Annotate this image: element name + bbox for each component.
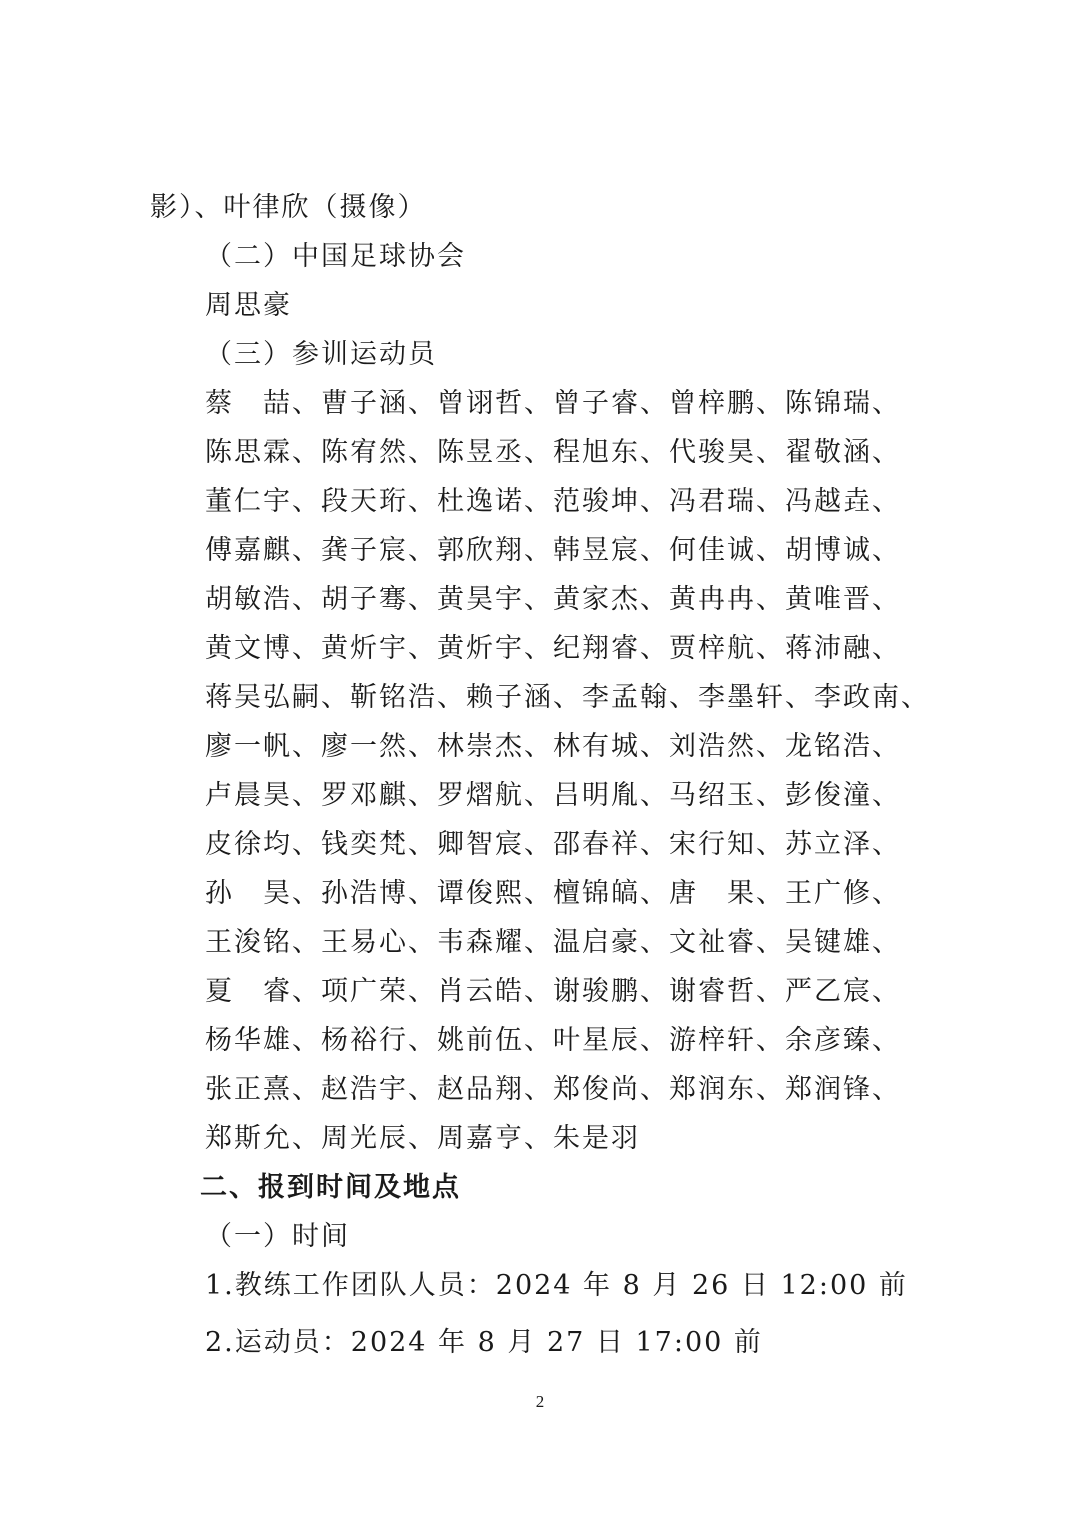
athlete-row: 廖一帆、廖一然、林崇杰、林有城、刘浩然、龙铭浩、 — [205, 731, 901, 762]
athlete-row: 卢晨昊、罗邓麒、罗熠航、吕明胤、马绍玉、彭俊潼、 — [205, 780, 901, 811]
section-heading-football-association: （二）中国足球协会 — [205, 241, 466, 272]
athlete-row: 胡敏浩、胡子骞、黄昊宇、黄家杰、黄冉冉、黄唯晋、 — [205, 584, 901, 615]
athlete-row: 陈思霖、陈宥然、陈昱丞、程旭东、代骏昊、翟敬涵、 — [205, 437, 901, 468]
athlete-row: 董仁宇、段天珩、杜逸诺、范骏坤、冯君瑞、冯越垚、 — [205, 486, 901, 517]
staff-continuation-line: 影）、叶律欣（摄像） — [150, 192, 427, 223]
subsection-heading-time: （一）时间 — [205, 1221, 350, 1252]
athlete-row: 皮徐均、钱奕梵、卿智宸、邵春祥、宋行知、苏立泽、 — [205, 829, 901, 860]
athlete-row: 张正熹、赵浩宇、赵品翔、郑俊尚、郑润东、郑润锋、 — [205, 1074, 901, 1105]
athlete-name-list — [205, 388, 930, 1172]
athlete-row: 孙 昊、孙浩博、谭俊熙、檀锦皜、唐 果、王广修、 — [205, 878, 901, 909]
page-number: 2 — [535, 1392, 545, 1411]
athlete-row: 黄文博、黄炘宇、黄炘宇、纪翔睿、贾梓航、蒋沛融、 — [205, 633, 901, 664]
football-association-member: 周思豪 — [205, 290, 292, 321]
section-heading-athletes: （三）参训运动员 — [205, 339, 437, 370]
athlete-row: 蔡 喆、曹子涵、曾诩哲、曾子睿、曾梓鹏、陈锦瑞、 — [205, 388, 901, 419]
report-time-athletes: 2.运动员：2024 年 8 月 27 日 17:00 前 — [205, 1327, 763, 1358]
section-heading-report: 二、报到时间及地点 — [200, 1172, 461, 1203]
athlete-row: 蒋吴弘嗣、靳铭浩、赖子涵、李孟翰、李墨轩、李政南、 — [205, 682, 930, 713]
athlete-row: 傅嘉麒、龚子宸、郭欣翔、韩昱宸、何佳诚、胡博诚、 — [205, 535, 901, 566]
athlete-row: 郑斯允、周光辰、周嘉亨、朱是羽 — [205, 1123, 640, 1154]
report-time-coaches: 1.教练工作团队人员：2024 年 8 月 26 日 12:00 前 — [205, 1270, 908, 1301]
athlete-row: 王浚铭、王易心、韦森耀、温启豪、文祉睿、吴键雄、 — [205, 927, 901, 958]
athlete-row: 杨华雄、杨裕行、姚前伍、叶星辰、游梓轩、余彦臻、 — [205, 1025, 901, 1056]
athlete-row: 夏 睿、项广荣、肖云皓、谢骏鹏、谢睿哲、严乙宸、 — [205, 976, 901, 1007]
